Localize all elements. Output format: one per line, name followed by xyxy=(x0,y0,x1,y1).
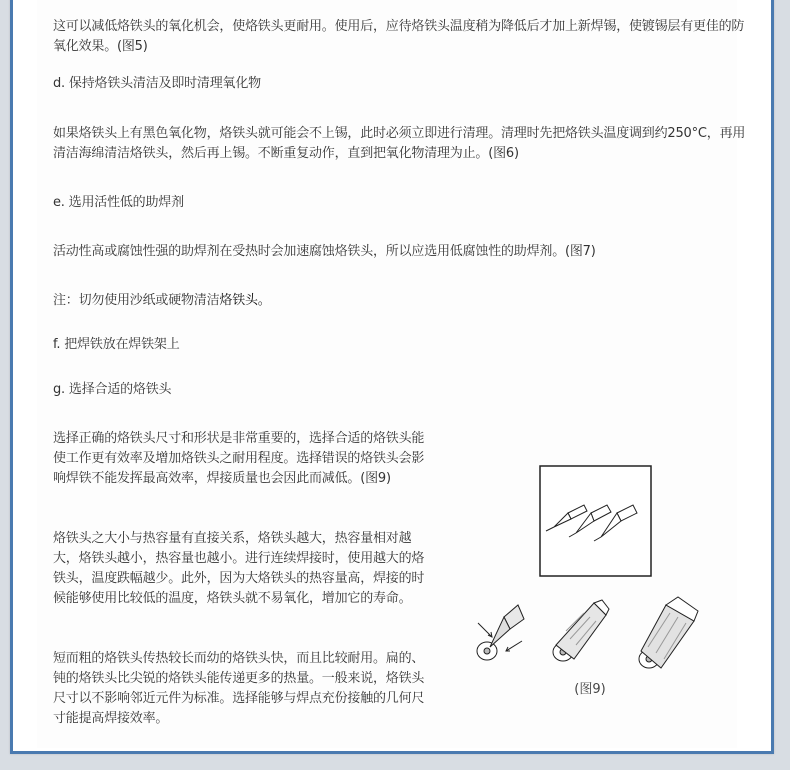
small-tip-joint-icon xyxy=(477,605,524,660)
paragraph-cleaning: 如果烙铁头上有黑色氧化物，烙铁头就可能会不上锡，此时必须立即进行清理。清理时先把烙铁头温度调到约250°C，再用清洁海绵清洁烙铁头，然后再上锡。不断重复动作，直到把氧化物清理为止。(图6) xyxy=(53,126,746,161)
heading-e: e. 选用活性低的助焊剂 xyxy=(53,195,184,210)
note-emphasis: 烙铁头。 xyxy=(219,293,271,308)
soldering-tips-illustration xyxy=(466,455,716,705)
paragraph-tip-shape: 短而粗的烙铁头传热较长而幼的烙铁头快，而且比较耐用。扁的、钝的烙铁头比尖锐的烙铁头能传递更多的热量。一般来说，烙铁头尺寸以不影响邻近元件为标准。选择能够与焊点充份接触的几何尺寸能提高焊接效率。 xyxy=(53,651,425,726)
paragraph-flux: 活动性高或腐蚀性强的助焊剂在受热时会加速腐蚀烙铁头，所以应选用低腐蚀性的助焊剂。(图7) xyxy=(53,244,596,259)
large-tip-joint-icon xyxy=(639,597,698,668)
figure-caption: (图9) xyxy=(574,682,606,697)
note xyxy=(53,291,748,311)
paragraph-tip-size: 烙铁头之大小与热容量有直接关系，烙铁头越大，热容量相对越大，烙铁头越小，热容量也越小。进行连续焊接时，使用越大的烙铁头，温度跌幅越少。此外，因为大烙铁头的热容量高，焊接的时候能够使用比较低的温度，烙铁头就不易氧化，增加它的寿命。 xyxy=(53,531,425,606)
note-prefix: 注：切勿使用沙纸或硬物清洁 xyxy=(53,293,220,308)
paragraph-antioxidation: 这可以减低烙铁头的氧化机会，使烙铁头更耐用。使用后，应待烙铁头温度稍为降低后才加上新焊锡，使镀锡层有更佳的防氧化效果。(图5) xyxy=(53,19,745,54)
heading-d: d. 保持烙铁头清洁及即时清理氧化物 xyxy=(53,76,261,91)
medium-tip-joint-icon xyxy=(553,600,609,661)
heading-g: g. 选择合适的烙铁头 xyxy=(53,382,172,397)
paragraph-tip-selection: 选择正确的烙铁头尺寸和形状是非常重要的，选择合适的烙铁头能使工作更有效率及增加烙铁头之耐用程度。选择错误的烙铁头会影响焊铁不能发挥最高效率，焊接质量也会因此而减低。(图9) xyxy=(53,431,425,486)
tips-box xyxy=(540,466,651,576)
heading-f: f. 把焊铁放在焊铁架上 xyxy=(53,337,180,352)
